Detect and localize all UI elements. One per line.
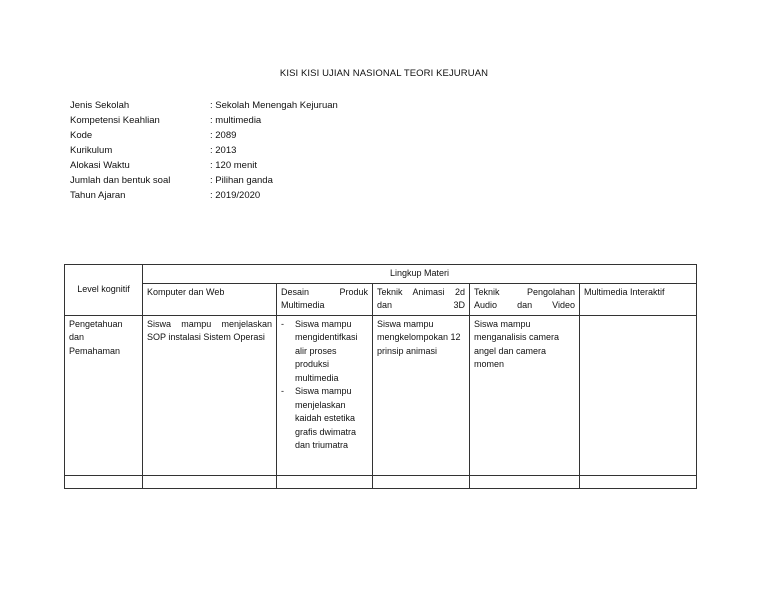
multimedia-interaktif-cell (580, 315, 697, 475)
table-subheader-row (65, 283, 697, 315)
kisi-kisi-table (64, 264, 697, 489)
empty-cell (277, 475, 373, 488)
meta-value: : 120 menit (210, 160, 257, 171)
meta-label: Tahun Ajaran (70, 190, 126, 201)
meta-row-tahun-ajaran (70, 188, 338, 203)
meta-label: Kode (70, 130, 93, 141)
meta-label: Jumlah dan bentuk soal (70, 175, 171, 186)
column-header-komputer-web: Komputer dan Web (143, 283, 277, 315)
lingkup-materi-header: Lingkup Materi (143, 265, 697, 284)
table-row-empty (65, 475, 697, 488)
meta-row-kode (70, 128, 338, 143)
meta-value: : 2013 (210, 145, 237, 156)
meta-label: Kurikulum (70, 145, 113, 156)
empty-cell (65, 475, 143, 488)
meta-row-jumlah-soal (70, 173, 338, 188)
empty-cell (580, 475, 697, 488)
document-title: KISI KISI UJIAN NASIONAL TEORI KEJURUAN (279, 68, 489, 79)
level-kognitif-header: Level kognitif (65, 265, 143, 316)
teknik-animasi-cell: Siswa mampu mengkelompokan 12 prinsip animasi (373, 315, 470, 475)
meta-row-kurikulum (70, 143, 338, 158)
meta-label: Alokasi Waktu (70, 160, 130, 171)
meta-value: : 2089 (210, 130, 237, 141)
meta-value: : multimedia (210, 115, 262, 126)
empty-cell (143, 475, 277, 488)
table-row (65, 315, 697, 475)
meta-row-jenis-sekolah (70, 98, 338, 113)
column-header-multimedia-interaktif: Multimedia Interaktif (580, 283, 697, 315)
column-header-teknik-animasi: Teknik Animasi 2d dan 3D (373, 283, 470, 315)
meta-value: : 2019/2020 (210, 190, 261, 201)
meta-label: Kompetensi Keahlian (70, 115, 160, 126)
meta-row-kompetensi (70, 113, 338, 128)
list-item: - Siswa mampu menjelaskan kaidah estetika grafis dwimatra dan triumatra (281, 385, 368, 453)
empty-cell (373, 475, 470, 488)
desain-produk-list (281, 318, 368, 453)
level-cell: Pengetahuan dan Pemahaman (65, 315, 143, 475)
meta-value: : Sekolah Menengah Kejuruan (210, 100, 338, 111)
teknik-audio-video-cell: Siswa mampu menganalisis camera angel dan camera momen (470, 315, 580, 475)
document-meta (70, 98, 338, 203)
meta-label: Jenis Sekolah (70, 100, 130, 111)
desain-produk-cell (277, 315, 373, 475)
komputer-web-cell: Siswa mampu menjelaskan SOP instalasi Sistem Operasi (143, 315, 277, 475)
meta-value: : Pilihan ganda (210, 175, 273, 186)
column-header-desain-produk: Desain Produk Multimedia (277, 283, 373, 315)
empty-cell (470, 475, 580, 488)
meta-row-alokasi-waktu (70, 158, 338, 173)
list-item: - Siswa mampu mengidentifkasi alir proses produksi multimedia (281, 318, 368, 386)
column-header-teknik-audio-video: Teknik Pengolahan Audio dan Video (470, 283, 580, 315)
table-header-row (65, 265, 697, 284)
